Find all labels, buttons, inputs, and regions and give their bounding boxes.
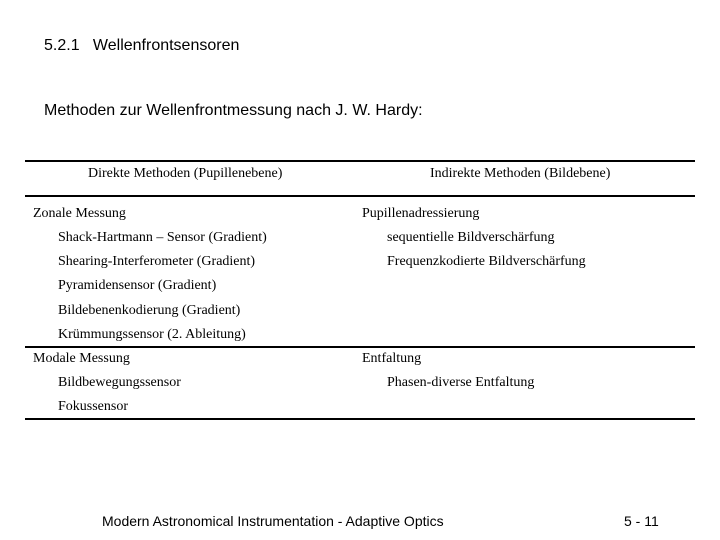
table-top-rule	[25, 160, 695, 162]
zonal-title: Zonale Messung	[33, 206, 126, 221]
col-header-direct: Direkte Methoden (Pupillenebene)	[88, 166, 283, 181]
section-title: 5.2.1 Wellenfrontsensoren	[44, 37, 240, 54]
modal-item: Bildbewegungssensor	[58, 375, 181, 390]
col-header-indirect: Indirekte Methoden (Bildebene)	[430, 166, 611, 181]
deconvolution-item: Phasen-diverse Entfaltung	[387, 375, 535, 390]
modal-item: Fokussensor	[58, 399, 129, 414]
modal-title: Modale Messung	[33, 351, 130, 366]
table-bottom-rule	[25, 418, 695, 420]
zonal-item: Pyramidensensor (Gradient)	[58, 278, 217, 293]
header-rule	[25, 195, 695, 197]
zonal-item: Shack-Hartmann – Sensor (Gradient)	[58, 230, 267, 245]
deconvolution-title: Entfaltung	[362, 351, 422, 366]
footer-course: Modern Astronomical Instrumentation - Adaptive Optics	[102, 513, 444, 529]
zonal-item: Krümmungssensor (2. Ableitung)	[58, 327, 246, 342]
pupil-addressing-title: Pupillenadressierung	[362, 206, 480, 221]
zonal-item: Bildebenenkodierung (Gradient)	[58, 303, 241, 318]
zonal-item: Shearing-Interferometer (Gradient)	[58, 254, 256, 269]
group-rule	[25, 346, 695, 348]
footer-page-number: 5 - 11	[624, 513, 659, 529]
pupil-addressing-item: Frequenzkodierte Bildverschärfung	[387, 254, 586, 269]
pupil-addressing-item: sequentielle Bildverschärfung	[387, 230, 555, 245]
intro-text: Methoden zur Wellenfrontmessung nach J. W. Hardy:	[44, 102, 423, 119]
